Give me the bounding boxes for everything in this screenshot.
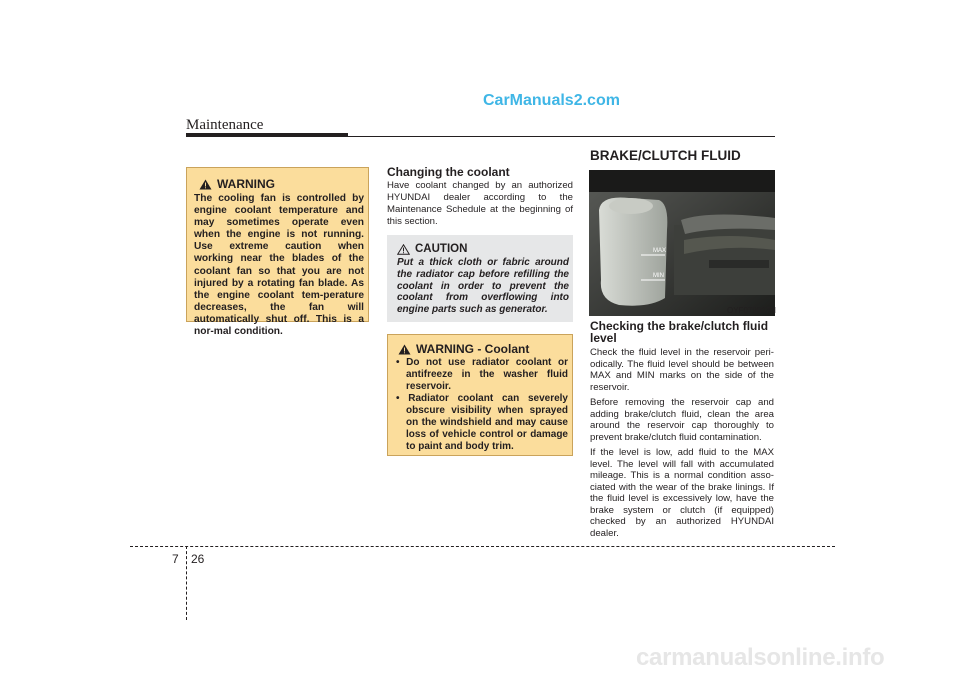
watermark-top: CarManuals2.com [483, 92, 620, 109]
warning-fan-box [186, 167, 369, 338]
warning-coolant-list [396, 357, 568, 453]
header-rule-thin [348, 136, 775, 137]
header-rule-thick [186, 133, 348, 137]
brake-section-title: BRAKE/CLUTCH FLUID [590, 148, 741, 163]
coolant-text: Have coolant changed by an authorized HYUNDAI dealer according to the Maintenance Schedule at the beginning of this section. [387, 180, 573, 227]
brake-heading: Checking the brake/clutch fluid level [590, 319, 769, 345]
reservoir-illustration [589, 170, 775, 316]
caution-triangle-icon [397, 244, 410, 255]
caution-title: CAUTION [415, 243, 468, 255]
warning-fan-text: The cooling fan is controlled by engine coolant temperature and may sometimes operate even when the engine is not running. Use extreme caution when working near the blades of the coolant fan so that you are not injured by a rotating fan blade. As the engine coolant tem-perature decreases, the fan will automatically shut off. This is a nor-mal condition. [194, 193, 364, 338]
brake-paragraph: Check the fluid level in the reservoir peri-odically. The fluid level should be between MAX and MIN marks on the side of the reservoir. [590, 347, 774, 393]
chapter-number: 7 [172, 552, 179, 566]
caution-header [397, 243, 467, 255]
coolant-heading: Changing the coolant [387, 165, 510, 179]
min-label: MIN [653, 273, 664, 279]
list-item: • Radiator coolant can severely obscure visibility when sprayed on the windshield and may cause loss of vehicle control or damage to paint and body trim. [396, 393, 568, 452]
brake-paragraph: If the level is low, add fluid to the MAX level. The level will fall with accumulated mileage. This is a normal condition asso-ciated with the wear of the brake linings. If the fluid level is excessively low, have the brake system or clutch (if equipped) checked by an authorized HYUNDAI dealer. [590, 447, 774, 539]
warning-fan-title: WARNING [217, 177, 275, 191]
caution-text: Put a thick cloth or fabric around the radiator cap before refilling the coolant in order to prevent the coolant from overflowing into engine parts such as generator. [397, 257, 569, 316]
brake-paragraph: Before removing the reservoir cap and adding brake/clutch fluid, clean the area around the reservoir cap thoroughly to prevent brake/clutch fluid contamination. [590, 397, 774, 443]
warning-triangle-icon [398, 344, 411, 355]
caution-box [387, 235, 573, 322]
warning-coolant-header [398, 342, 529, 356]
list-item: • Do not use radiator coolant or antifreeze in the washer fluid reservoir. [396, 357, 568, 392]
photo-code: OYF079007N [727, 306, 776, 315]
warning-coolant-title: WARNING - Coolant [416, 342, 530, 356]
warning-fan-header [199, 177, 275, 191]
warning-triangle-icon [199, 179, 212, 190]
footer-divider [186, 546, 187, 620]
warning-coolant-box [387, 334, 573, 456]
page-number: 26 [191, 552, 205, 566]
watermark-bottom: carmanualsonline.info [636, 644, 885, 671]
section-title: Maintenance [186, 117, 264, 133]
reservoir-photo [589, 170, 775, 316]
footer-rule [130, 546, 835, 547]
max-label: MAX [653, 248, 667, 254]
brake-text [590, 347, 774, 543]
